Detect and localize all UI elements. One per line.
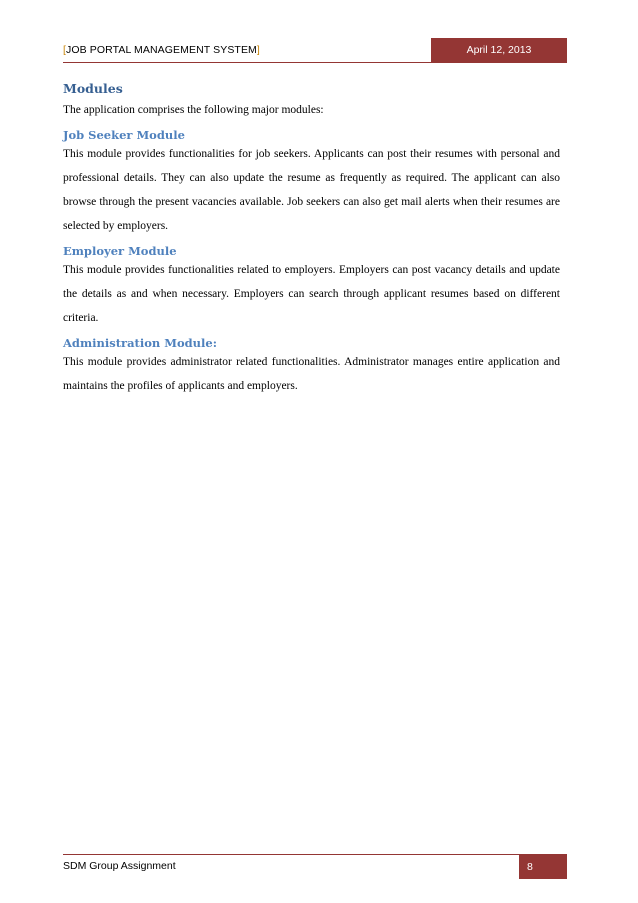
- section-heading-employer: Employer Module: [63, 244, 177, 258]
- header-date-text: April 12, 2013: [466, 44, 532, 56]
- header-divider: [63, 62, 567, 63]
- section-heading-job-seeker: Job Seeker Module: [63, 128, 185, 142]
- header-title: [63, 44, 260, 56]
- header-date: [427, 38, 567, 62]
- page-number-text: 8: [527, 861, 533, 873]
- section-heading-modules: Modules: [63, 81, 123, 96]
- administration-paragraph: This module provides administrator related functionalities. Administrator manages entire application and maintains the profiles of applicants and employers.: [63, 356, 560, 392]
- footer-divider: [63, 854, 567, 855]
- header-title-text: JOB PORTAL MANAGEMENT SYSTEM: [66, 44, 257, 56]
- page-header: [63, 38, 567, 62]
- main-content: [63, 74, 560, 398]
- header-bracket-open: [: [63, 44, 67, 56]
- job-seeker-paragraph: This module provides functionalities for job seekers. Applicants can post their resumes with personal and professional details. They can also update the resume as frequently as required. The applicant can also browse through the present vacancies available. Job seekers can also get mail alerts when their resumes are selected by employers.: [63, 148, 560, 232]
- section-heading-administration: Administration Module:: [63, 336, 217, 350]
- header-bracket-close: ]: [256, 44, 260, 56]
- employer-paragraph: This module provides functionalities related to employers. Employers can post vacancy details and update the details as and when necessary. Employers can search through applicant resumes based on different criteria.: [63, 264, 560, 324]
- footer-label: SDM Group Assignment: [63, 860, 176, 872]
- page-number: [515, 855, 567, 879]
- intro-paragraph: The application comprises the following major modules:: [63, 104, 324, 116]
